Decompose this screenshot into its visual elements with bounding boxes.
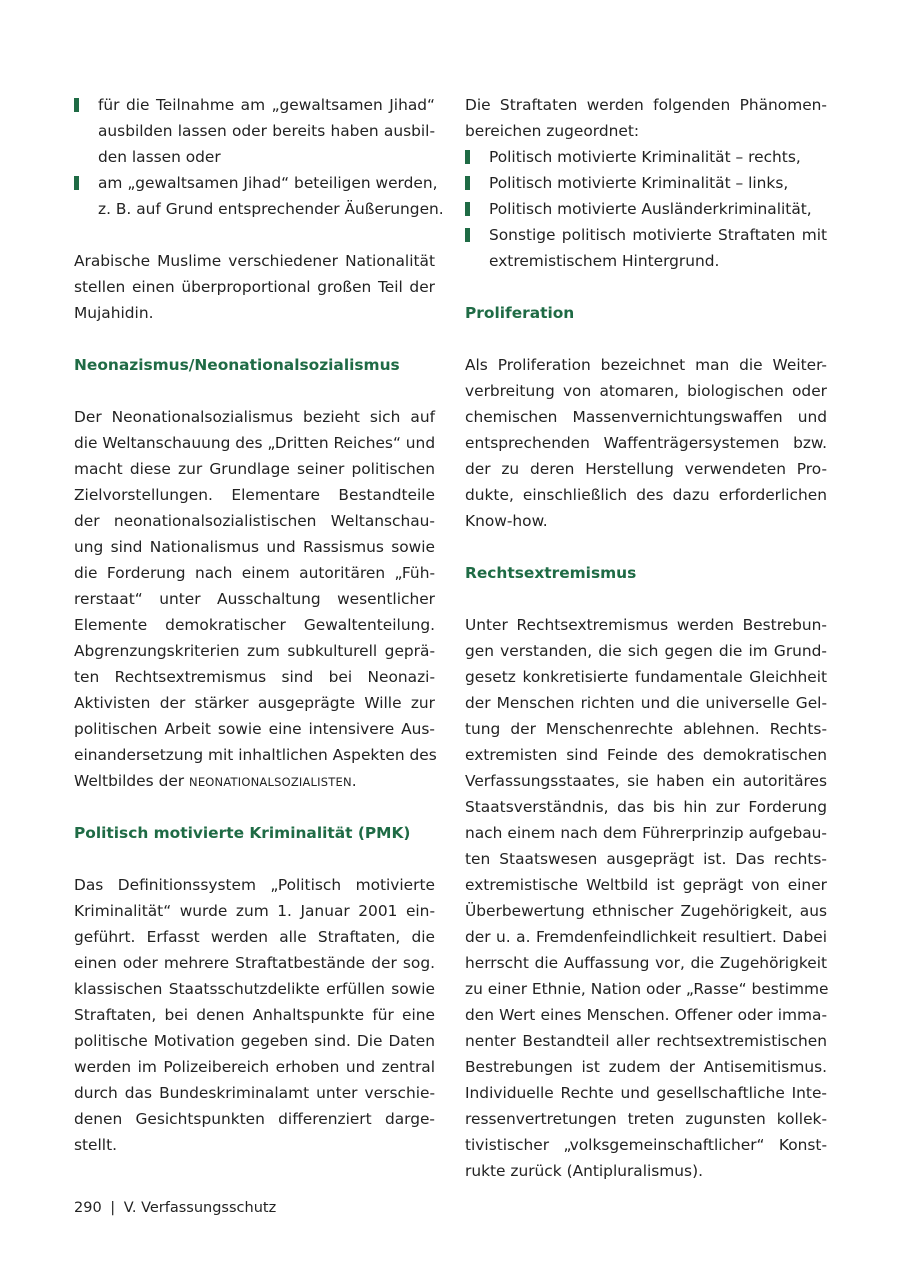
paragraph-line: Zielvorstellungen. Elementare Bestandteile <box>74 486 435 504</box>
paragraph-line: politischen Arbeit sowie eine intensivere Aus- <box>74 720 435 738</box>
paragraph-line: Know-how. <box>465 512 548 530</box>
paragraph-line: durch das Bundeskriminalamt unter verschie- <box>74 1084 435 1102</box>
bullet-text: für die Teilnahme am „gewaltsamen Jihad“ <box>98 96 435 114</box>
paragraph-line: stellt. <box>74 1136 118 1154</box>
paragraph-line: Abgrenzungskriterien zum subkulturell geprä- <box>74 642 435 660</box>
paragraph-line: die Weltanschauung des „Dritten Reiches“ und <box>74 434 436 452</box>
bullet-marker <box>465 150 470 164</box>
bullet-text: am „gewaltsamen Jihad“ beteiligen werden, <box>98 174 438 192</box>
paragraph-line: Bestrebungen ist zudem der Antisemitismus. <box>465 1058 827 1076</box>
page-footer <box>74 1196 276 1220</box>
paragraph-line: tivistischer „volksgemeinschaftlicher“ Konst- <box>465 1136 827 1154</box>
bullet-text: Politisch motivierte Kriminalität – links, <box>489 174 789 192</box>
paragraph-line: nach einem nach dem Führerprinzip aufgebau- <box>465 824 827 842</box>
paragraph-line: klassischen Staatsschutzdelikte erfüllen sowie <box>74 980 435 998</box>
paragraph-line: der neonationalsozialistischen Weltanschau- <box>74 512 435 530</box>
paragraph-line: macht diese zur Grundlage seiner politischen <box>74 460 435 478</box>
paragraph-line: Das Definitionssystem „Politisch motivierte <box>74 876 435 894</box>
paragraph-line: Straftaten, bei denen Anhaltspunkte für eine <box>74 1006 435 1024</box>
paragraph-line: Elemente demokratischer Gewaltenteilung. <box>74 616 435 634</box>
paragraph-line: nenter Bestandteil aller rechtsextremistischen <box>465 1032 827 1050</box>
paragraph-line: gesetz konkretisierte fundamentale Gleichheit <box>465 668 827 686</box>
paragraph-line: verbreitung von atomaren, biologischen oder <box>465 382 827 400</box>
paragraph-line <box>74 768 357 795</box>
paragraph-line: Kriminalität“ wurde zum 1. Januar 2001 ein- <box>74 902 435 920</box>
paragraph-line: rukte zurück (Antipluralismus). <box>465 1162 703 1180</box>
bullet-text: Politisch motivierte Kriminalität – rechts, <box>489 148 801 166</box>
paragraph-line: extremistische Weltbild ist geprägt von einer <box>465 876 827 894</box>
paragraph-line: ung sind Nationalismus und Rassismus sowie <box>74 538 435 556</box>
bullet-marker <box>74 176 79 190</box>
paragraph-line: Arabische Muslime verschiedener Nationalität <box>74 252 435 270</box>
page-number: 290 <box>74 1200 102 1216</box>
footer-section: V. Verfassungsschutz <box>123 1200 277 1216</box>
paragraph-line: geführt. Erfasst werden alle Straftaten, die <box>74 928 435 946</box>
paragraph-line: Die Straftaten werden folgenden Phänomen- <box>465 96 827 114</box>
text-span: . <box>351 772 357 790</box>
paragraph-line: Unter Rechtsextremismus werden Bestrebun- <box>465 616 827 634</box>
paragraph-line: Staatsverständnis, das bis hin zur Forderung <box>465 798 827 816</box>
paragraph-line: einen oder mehrere Straftatbestände der sog. <box>74 954 435 972</box>
paragraph-line: ten Rechtsextremismus sind bei Neonazi- <box>74 668 435 686</box>
paragraph-line: Mujahidin. <box>74 304 154 322</box>
paragraph-line: ten Staatswesen ausgeprägt ist. Das rechts- <box>465 850 827 868</box>
bullet-text: ausbilden lassen oder bereits haben ausbil- <box>98 122 435 140</box>
paragraph-line: entsprechenden Waffenträgersystemen bzw. <box>465 434 827 452</box>
paragraph-line: Der Neonationalsozialismus bezieht sich auf <box>74 408 435 426</box>
paragraph-line: stellen einen überproportional großen Teil der <box>74 278 435 296</box>
paragraph-line: politische Motivation gegeben sind. Die Daten <box>74 1032 435 1050</box>
paragraph-line: Individuelle Rechte und gesellschaftliche Inte- <box>465 1084 827 1102</box>
section-heading-pmk: Politisch motivierte Kriminalität (PMK) <box>74 824 411 842</box>
paragraph-line: dukte, einschließlich des dazu erforderlichen <box>465 486 827 504</box>
paragraph-line: Verfassungsstaates, sie haben ein autoritäres <box>465 772 827 790</box>
paragraph-line: Aktivisten der stärker ausgeprägte Wille zur <box>74 694 435 712</box>
paragraph-line: werden im Polizeibereich erhoben und zentral <box>74 1058 435 1076</box>
paragraph-line: Überbewertung ethnischer Zugehörigkeit, aus <box>465 902 827 920</box>
section-heading-proliferation: Proliferation <box>465 304 575 322</box>
paragraph-line: den Wert eines Menschen. Offener oder imma- <box>465 1006 827 1024</box>
bullet-text: z. B. auf Grund entsprechender Äußerungen. <box>98 200 444 218</box>
section-heading-rechtsextremismus: Rechtsextremismus <box>465 564 637 582</box>
footer-separator: | <box>110 1200 116 1216</box>
section-heading-neonazismus: Neonazismus/Neonationalsozialismus <box>74 356 400 374</box>
smallcaps-term: NEONATIONALSOZIALISTEN <box>189 775 352 789</box>
paragraph-line: zu einer Ethnie, Nation oder „Rasse“ bestimme <box>465 980 829 998</box>
paragraph-line: der zu deren Herstellung verwendeten Pro- <box>465 460 827 478</box>
paragraph-line: chemischen Massenvernichtungswaffen und <box>465 408 827 426</box>
paragraph-line: ressenvertretungen treten zugunsten kollek- <box>465 1110 827 1128</box>
bullet-marker <box>465 228 470 242</box>
bullet-text: den lassen oder <box>98 148 221 166</box>
bullet-marker <box>74 98 79 112</box>
text-span: Weltbildes der <box>74 772 190 790</box>
paragraph-line: rerstaat“ unter Ausschaltung wesentlicher <box>74 590 435 608</box>
paragraph-line: denen Gesichtspunkten differenziert darge- <box>74 1110 435 1128</box>
bullet-text: Politisch motivierte Ausländerkriminalität, <box>489 200 812 218</box>
paragraph-line: herrscht die Auffassung vor, die Zugehörigkeit <box>465 954 827 972</box>
bullet-marker <box>465 202 470 216</box>
paragraph-line: einandersetzung mit inhaltlichen Aspekten des <box>74 746 437 764</box>
paragraph-line: gen verstanden, die sich gegen die im Grund- <box>465 642 827 660</box>
bullet-text: extremistischem Hintergrund. <box>489 252 720 270</box>
paragraph-line: die Forderung nach einem autoritären „Füh- <box>74 564 435 582</box>
bullet-marker <box>465 176 470 190</box>
paragraph-line: extremisten sind Feinde des demokratischen <box>465 746 827 764</box>
bullet-text: Sonstige politisch motivierte Straftaten mit <box>489 226 827 244</box>
paragraph-line: der Menschen richten und die universelle Gel- <box>465 694 827 712</box>
paragraph-line: der u. a. Fremdenfeindlichkeit resultiert. Dabei <box>465 928 827 946</box>
paragraph-line: tung der Menschenrechte ablehnen. Rechts- <box>465 720 827 738</box>
paragraph-line: bereichen zugeordnet: <box>465 122 640 140</box>
paragraph-line: Als Proliferation bezeichnet man die Weiter- <box>465 356 827 374</box>
